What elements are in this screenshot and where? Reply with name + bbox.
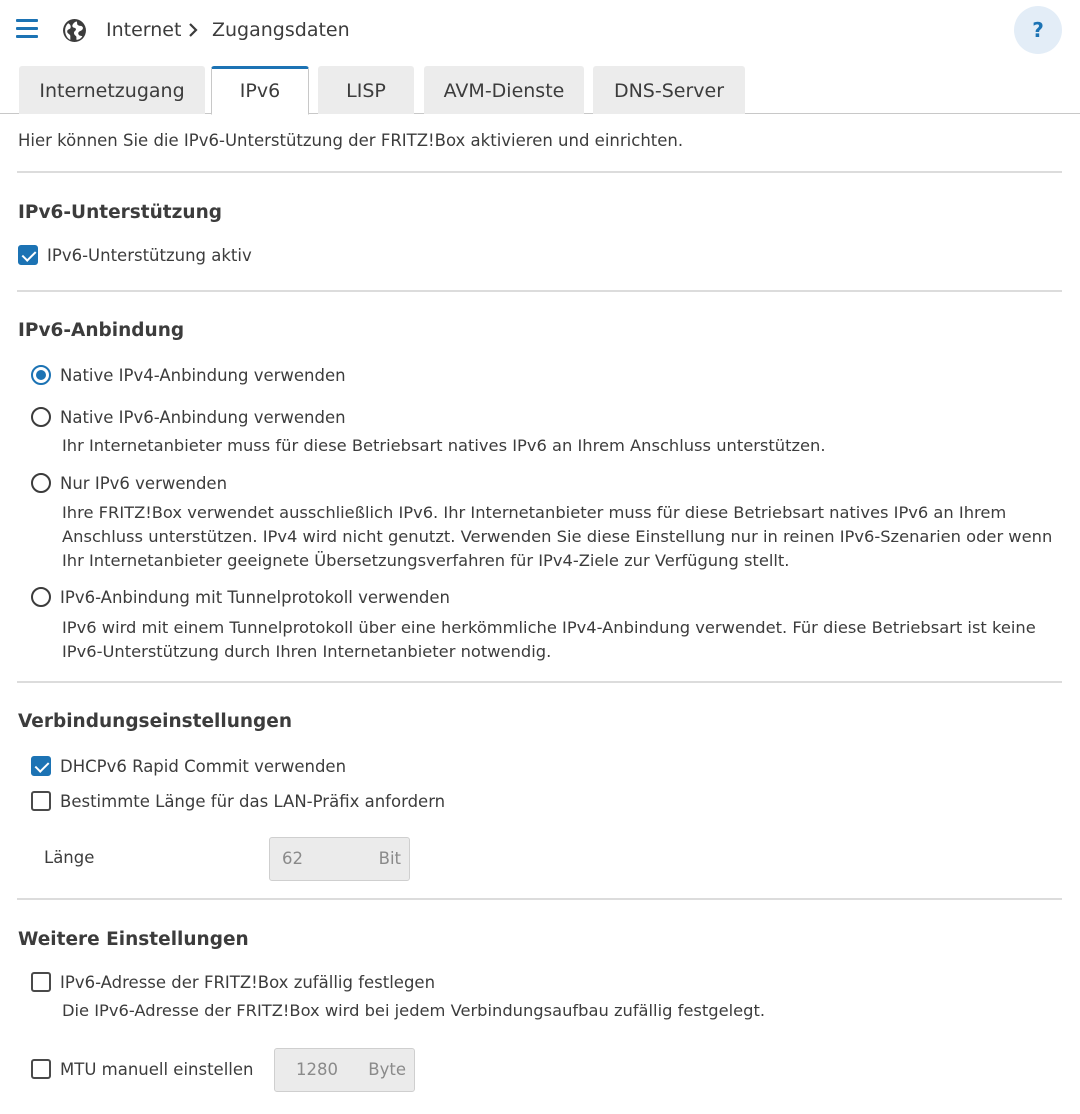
- section-title-further: Weitere Einstellungen: [18, 929, 249, 950]
- section-title-binding: IPv6-Anbindung: [18, 320, 185, 341]
- ipv6-support-checkbox-row[interactable]: [18, 245, 252, 265]
- intro-text: Hier können Sie die IPv6-Unterstützung der FRITZ!Box aktivieren und einrichten.: [18, 131, 684, 150]
- random-address-description: Die IPv6-Adresse der FRITZ!Box wird bei jedem Verbindungsaufbau zufällig festgelegt.: [62, 1001, 766, 1020]
- radio-ipv6-only-button[interactable]: [31, 473, 51, 493]
- radio-ipv6-only[interactable]: [31, 473, 227, 493]
- rapid-commit-checkbox-row[interactable]: [31, 756, 346, 776]
- radio-native-ipv4-label: Native IPv4-Anbindung verwenden: [60, 365, 346, 385]
- random-address-checkbox-row[interactable]: [31, 972, 435, 992]
- mtu-checkbox-row[interactable]: [31, 1059, 254, 1079]
- length-value: 62: [282, 849, 303, 868]
- section-title-support: IPv6-Unterstützung: [18, 202, 222, 223]
- radio-tunnel-label: IPv6-Anbindung mit Tunnelprotokoll verwenden: [60, 587, 451, 607]
- hamburger-menu-icon[interactable]: [16, 19, 38, 39]
- section-title-connection: Verbindungseinstellungen: [18, 711, 293, 732]
- divider: [17, 681, 1062, 683]
- radio-tunnel-description: IPv6 wird mit einem Tunnelprotokoll über eine herkömmliche IPv4-Anbindung verwendet. Für diese Betriebsart ist keine IPv6-Unterstützung durch Ihren Internetanbieter notwendig.: [62, 618, 1036, 661]
- header-bar: [0, 0, 1080, 62]
- radio-tunnel-button[interactable]: [31, 587, 51, 607]
- divider: [17, 898, 1062, 900]
- mtu-input[interactable]: [274, 1048, 415, 1092]
- divider: [17, 171, 1062, 173]
- rapid-commit-label: DHCPv6 Rapid Commit verwenden: [60, 756, 347, 776]
- help-button[interactable]: ?: [1014, 6, 1062, 54]
- divider: [17, 290, 1062, 292]
- radio-native-ipv6-description: Ihr Internetanbieter muss für diese Betriebsart natives IPv6 an Ihrem Anschluss unterstützen.: [62, 436, 826, 455]
- prefix-length-checkbox[interactable]: [31, 791, 51, 811]
- radio-native-ipv6[interactable]: [31, 407, 346, 427]
- random-address-label: IPv6-Adresse der FRITZ!Box zufällig festlegen: [60, 972, 436, 992]
- random-address-checkbox[interactable]: [31, 972, 51, 992]
- prefix-length-checkbox-row[interactable]: [31, 791, 445, 811]
- tab-dns-server[interactable]: DNS-Server: [593, 66, 745, 114]
- prefix-length-label: Bestimmte Länge für das LAN-Präfix anfordern: [60, 791, 446, 811]
- mtu-value: 1280: [296, 1060, 338, 1079]
- chevron-right-icon: [186, 21, 200, 39]
- ipv6-support-label: IPv6-Unterstützung aktiv: [47, 245, 252, 265]
- tab-internetzugang[interactable]: Internetzugang: [19, 66, 205, 114]
- mtu-checkbox[interactable]: [31, 1059, 51, 1079]
- length-input[interactable]: [269, 837, 410, 881]
- tab-bar: [0, 66, 1080, 114]
- mtu-label: MTU manuell einstellen: [60, 1059, 254, 1079]
- tab-lisp[interactable]: LISP: [318, 66, 414, 114]
- length-label: Länge: [44, 848, 95, 867]
- radio-native-ipv6-label: Native IPv6-Anbindung verwenden: [60, 407, 346, 427]
- radio-native-ipv6-button[interactable]: [31, 407, 51, 427]
- mtu-unit: Byte: [368, 1060, 406, 1079]
- globe-icon: [62, 18, 87, 43]
- ipv6-support-checkbox[interactable]: [18, 245, 38, 265]
- tab-avm-dienste[interactable]: AVM-Dienste: [424, 66, 584, 114]
- radio-native-ipv4-button[interactable]: [31, 365, 51, 385]
- rapid-commit-checkbox[interactable]: [31, 756, 51, 776]
- radio-native-ipv4[interactable]: [31, 365, 346, 385]
- breadcrumb-zugangsdaten: Zugangsdaten: [212, 19, 350, 41]
- length-unit: Bit: [378, 849, 401, 868]
- radio-ipv6-only-label: Nur IPv6 verwenden: [60, 473, 228, 493]
- breadcrumb-internet[interactable]: Internet: [106, 19, 182, 41]
- tab-ipv6[interactable]: IPv6: [211, 66, 309, 115]
- radio-tunnel[interactable]: [31, 587, 450, 607]
- radio-ipv6-only-description: Ihre FRITZ!Box verwendet ausschließlich IPv6. Ihr Internetanbieter muss für diese Betriebsart natives IPv6 an Ihrem Anschluss unterstützen. IPv4 wird nicht genutzt. Verwenden Sie diese Einstellung nur in reinen IPv6-Szenarien oder wenn Ihr Internetanbieter geeignete Übersetzungsverfahren für IPv4-Ziele zur Verfügung stellt.: [62, 503, 1053, 570]
